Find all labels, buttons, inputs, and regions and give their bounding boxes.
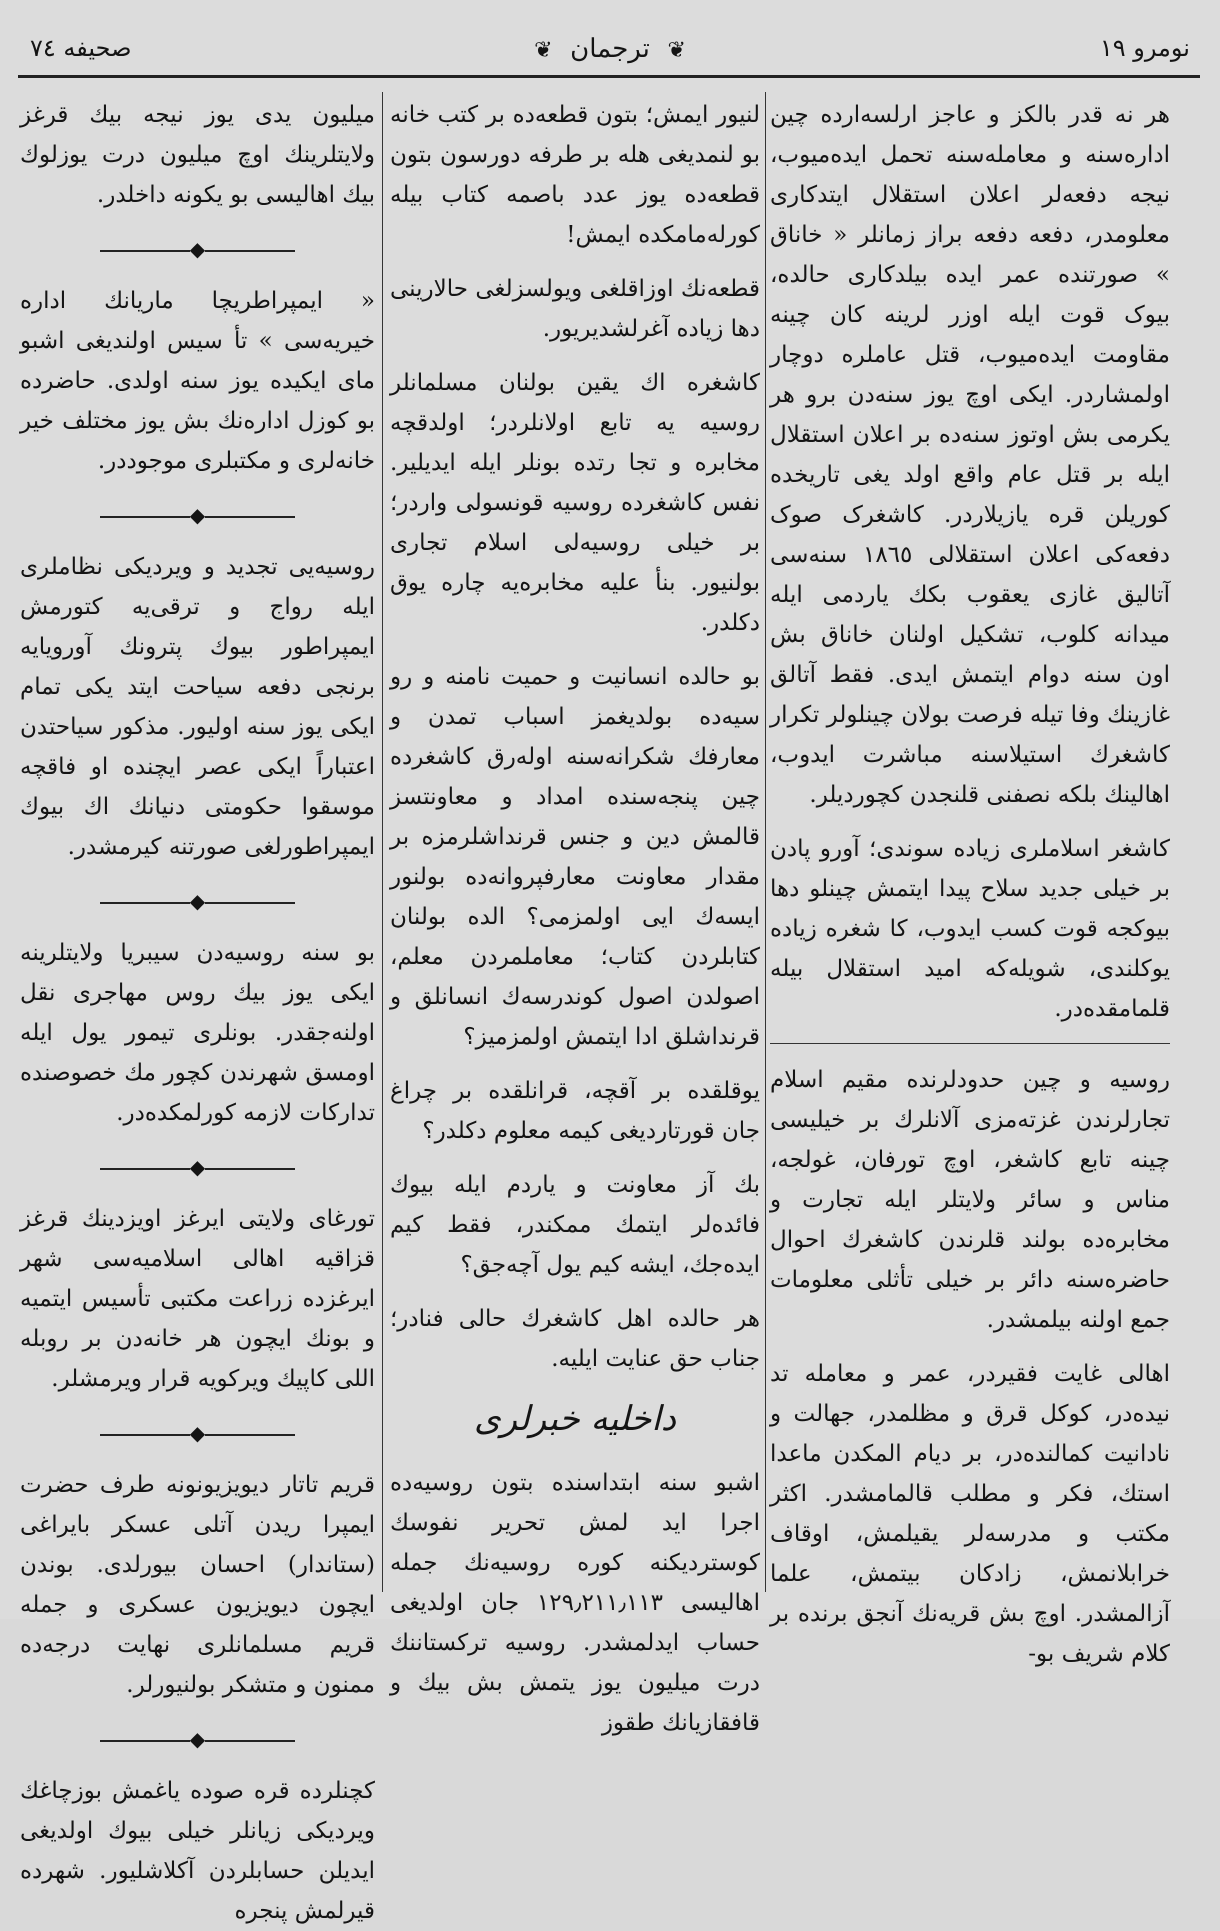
separator-icon: ◆ xyxy=(20,229,375,269)
page-header xyxy=(20,30,1200,78)
news-item: « ایمپراطریچا ماریانك اداره خیریه‌سی » تأ سیس اولندیغی اشبو مای ایکیده یوز سنه اولدی. حاضرده بو کوزل اداره‌نك بش یوز مختلف خیر خانه‌لری و مکتبلری موجوددر. xyxy=(20,288,375,474)
masthead xyxy=(20,34,1200,64)
news-item: بو سنه روسیه‌دن سیبریا ولایتلرینه ایکی یوز بیك روس مهاجری نقل اولنه‌جقدر. بونلری تیمور یول ایله اومسق شهرندن کچور مك خصوصنده تدارکات لازمه کورلمکده‌در. xyxy=(20,940,375,1126)
article-paragraph: کاشغر اسلاملری زیاده سوندی؛ آورو پادن بر خیلی جدید سلاح پیدا ایتمش چینلو دها بیوکجه قوت کسب ایدوب، کا شغره زیاده یوکلندی، شویله‌که امید استقلال بیله قلمامقده‌در. xyxy=(770,836,1170,1022)
news-item: قریم تاتار دیویزیونونه طرف حضرت ایمپرا ریدن آتلی عسکر بایراغی (ستاندار) احسان بیورلدی. بوندن ایچون دیویزیون عسکری و جمله قریم مسلمانلری نهایت درجه‌ده ممنون و متشکر بولنیورلر. xyxy=(20,1472,375,1698)
ornament-icon: ❦ xyxy=(667,38,686,63)
header-rule xyxy=(18,75,1200,78)
article-paragraph: کاشغره اك یقین بولنان مسلمانلر روسیه یه تابع اولانلردر؛ اولدقچه مخابره و تجا رتده بونلر ایله ایدیلیر. نفس کاشغرده روسیه قونسولی واردر؛ بر خیلی روسیه‌لی اسلام تجاری بولنیور. بنأ علیه مخابره‌یه چاره یوق دکلدر. xyxy=(390,370,760,636)
article-paragraph: قطعه‌نك اوزاقلغی ویولسزلغی حالارینی دها زیاده آغرلشدیریور. xyxy=(390,276,760,342)
column-divider xyxy=(382,92,383,1592)
right-column xyxy=(770,95,1170,1667)
newspaper-title: ترجمان xyxy=(570,34,650,64)
news-item: روسیه‌یی تجدید و ویردیکی نظاملری ایله رواج و ترقی‌یه کتورمش ایمپراطور بیوك پترونك آورویایه برنجی دفعه سیاحت ایتد یکی تمام ایکی یوز سنه اولیور. مذکور سیاحتدن اعتباراً ایکی عصر ایچنده او فاقچه موسقوا حکومتی دنیانك اك بیوك ایمپراطورلغی صورتنه کیرمشدر. xyxy=(20,554,375,860)
section-divider xyxy=(770,1043,1170,1044)
separator-icon: ◆ xyxy=(20,495,375,535)
article-paragraph: یوقلقده بر آقچه، قرانلقده بر چراغ جان قورتاردیغی کیمه معلوم دکلدر؟ xyxy=(390,1078,760,1144)
separator-icon: ◆ xyxy=(20,1147,375,1187)
left-column xyxy=(20,95,375,1924)
separator-icon: ◆ xyxy=(20,1413,375,1453)
section-heading: داخلیه خبرلری xyxy=(474,1399,676,1439)
separator-icon: ◆ xyxy=(20,1719,375,1759)
ornament-icon: ❦ xyxy=(534,38,553,63)
article-paragraph: اهالی غایت فقیردر، عمر و معامله تد نیده‌در، کوکل قرق و مظلمدر، جهالت و نادانیت کمالنده‌در، بر دیام المکدن ماعدا استك، فکر و مطلب قالمامشدر. اکثر مکتب و مدرسه‌لر یقیلمش، اوقاف خرابلانمش، زادکان بیتمش، علما آزالمشدر. اوچ بش قریه‌نك آنجق برنده بر کلام شریف بو- xyxy=(770,1361,1170,1667)
issue-number: نومرو ۱۹ xyxy=(1099,34,1190,62)
article-paragraph: هر نه قدر بالکز و عاجز ارلسه‌ارده چین اداره‌سنه و معامله‌سنه تحمل ایده‌میوب، نیجه دفعه‌لر اعلان استقلال ایتدکاری معلومدر، دفعه دفعه براز زمانلر « خاناق » صورتنده عمر ایده بیلدکاری حالده، بیوک قوت ایله اوزر لرینه کان چینه مقاومت ایده‌میوب، قتل عاملره دوچار اولمشاردر. ایکی اوچ یوز سنه‌دن برو هر یکرمی بش اوتوز سنه‌ده بر اعلان استقلال ایله بر قتل عام واقع اولد یغی تاریخده کوریلن قره یازیلاردر. کاشغرک صوک دفعه‌کی اعلان استقلالی ۱۸٦٥ سنه‌سی آتالیق غازی یعقوب بکك یاردمی ایله میدانه کلوب، تشکیل اولنان خاناق بش اون سنه دوام ایتمش ایدی. فقط آتالق غازینك وفا تیله فرصت بولان چینلولر تکرار کاشغرك استیلاسنه مباشرت ایدوب، اهالینك بلکه نصفنی قلنجدن کچوردیلر. xyxy=(770,102,1170,808)
news-item: تورغای ولایتی ایرغز اویزدینك قرغز قزاقیه اهالی اسلامیه‌سی شهر ایرغزده زراعت مکتبی تأسیس ایتمیه و بونك ایچون هر خانه‌دن بر روبله اللی کاپیك ویرکویه قرار ویرمشلر. xyxy=(20,1206,375,1392)
news-item: میلیون یدی یوز نیجه بیك قرغز ولایتلرینك اوچ میلیون درت یوزلوك بیك اهالیسی بو یکونه داخلدر. xyxy=(20,102,375,208)
article-paragraph: لنیور ایمش؛ بتون قطعه‌ده بر کتب خانه بو لنمدیغی هله بر طرفه دورسون بتون قطعه‌ده یوز عدد باصمه کتاب بیله کورله‌مامکده ایمش! xyxy=(390,102,760,248)
middle-column xyxy=(390,95,760,1736)
separator-icon: ◆ xyxy=(20,881,375,921)
article-paragraph: هر حالده اهل کاشغرك حالی فنادر؛ جناب حق عنایت ایلیه. xyxy=(390,1306,760,1372)
article-paragraph: بك آز معاونت و یاردم ایله بیوك فائده‌لر ایتمك ممکندر، فقط کیم ایده‌جك، ایشه کیم یول آچه‌جق؟ xyxy=(390,1172,760,1278)
article-paragraph: بو حالده انسانیت و حمیت نامنه و رو سیه‌ده بولدیغمز اسباب تمدن و معارفك شکرانه‌سنه اوله‌رق کاشغرده چین پنجه‌سنده امداد و معاونتسز قالمش دین و جنس قرنداشلرمزه بر مقدار معاونت معارفپروانه‌ده بولنور ایسه‌ك ایی اولمزمی؟ الده بولنان کتابلردن کتاب؛ معاملمردن معلم، اصولدن اصول کوندرسه‌ك انسانلق و قرنداشلق ادا ایتمش اولمزمیز؟ xyxy=(390,664,760,1050)
article-paragraph: اشبو سنه ابتداسنده بتون روسیه‌ده اجرا اید لمش تحریر نفوسك کوستردیکنه کوره روسیه‌نك جمله اهالیسی ۱۲۹٫۲۱۱٫۱۱۳ جان اولدیغی حساب ایدلمشدر. روسیه ترکستاننك درت میلیون یوز یتمش بش بیك و قافقازیانك طقوز xyxy=(390,1470,760,1736)
page-number: صحیفه ۷٤ xyxy=(30,34,132,62)
article-paragraph: روسیه و چین حدودلرنده مقیم اسلام تجارلرندن غزته‌مزی آلانلرك بر خیلیسی چینه تابع کاشغر، اوچ تورفان، غولجه، مناس و سائر ولایتلر ایله تجارت و مخابره‌ده بولند قلرندن کاشغرك احوال حاضره‌سنه دائر بر خیلی تأثلی معلومات جمع اولنه بیلمشدر. xyxy=(770,1067,1170,1333)
column-divider xyxy=(765,92,766,1592)
news-item: کچنلرده قره صوده یاغمش بوزچاغك ویردیکی زیانلر خیلی بیوك اولدیغی ایدیلن حسابلردن آکلاشلیور. شهرده قیرلمش پنجره xyxy=(20,1778,375,1924)
